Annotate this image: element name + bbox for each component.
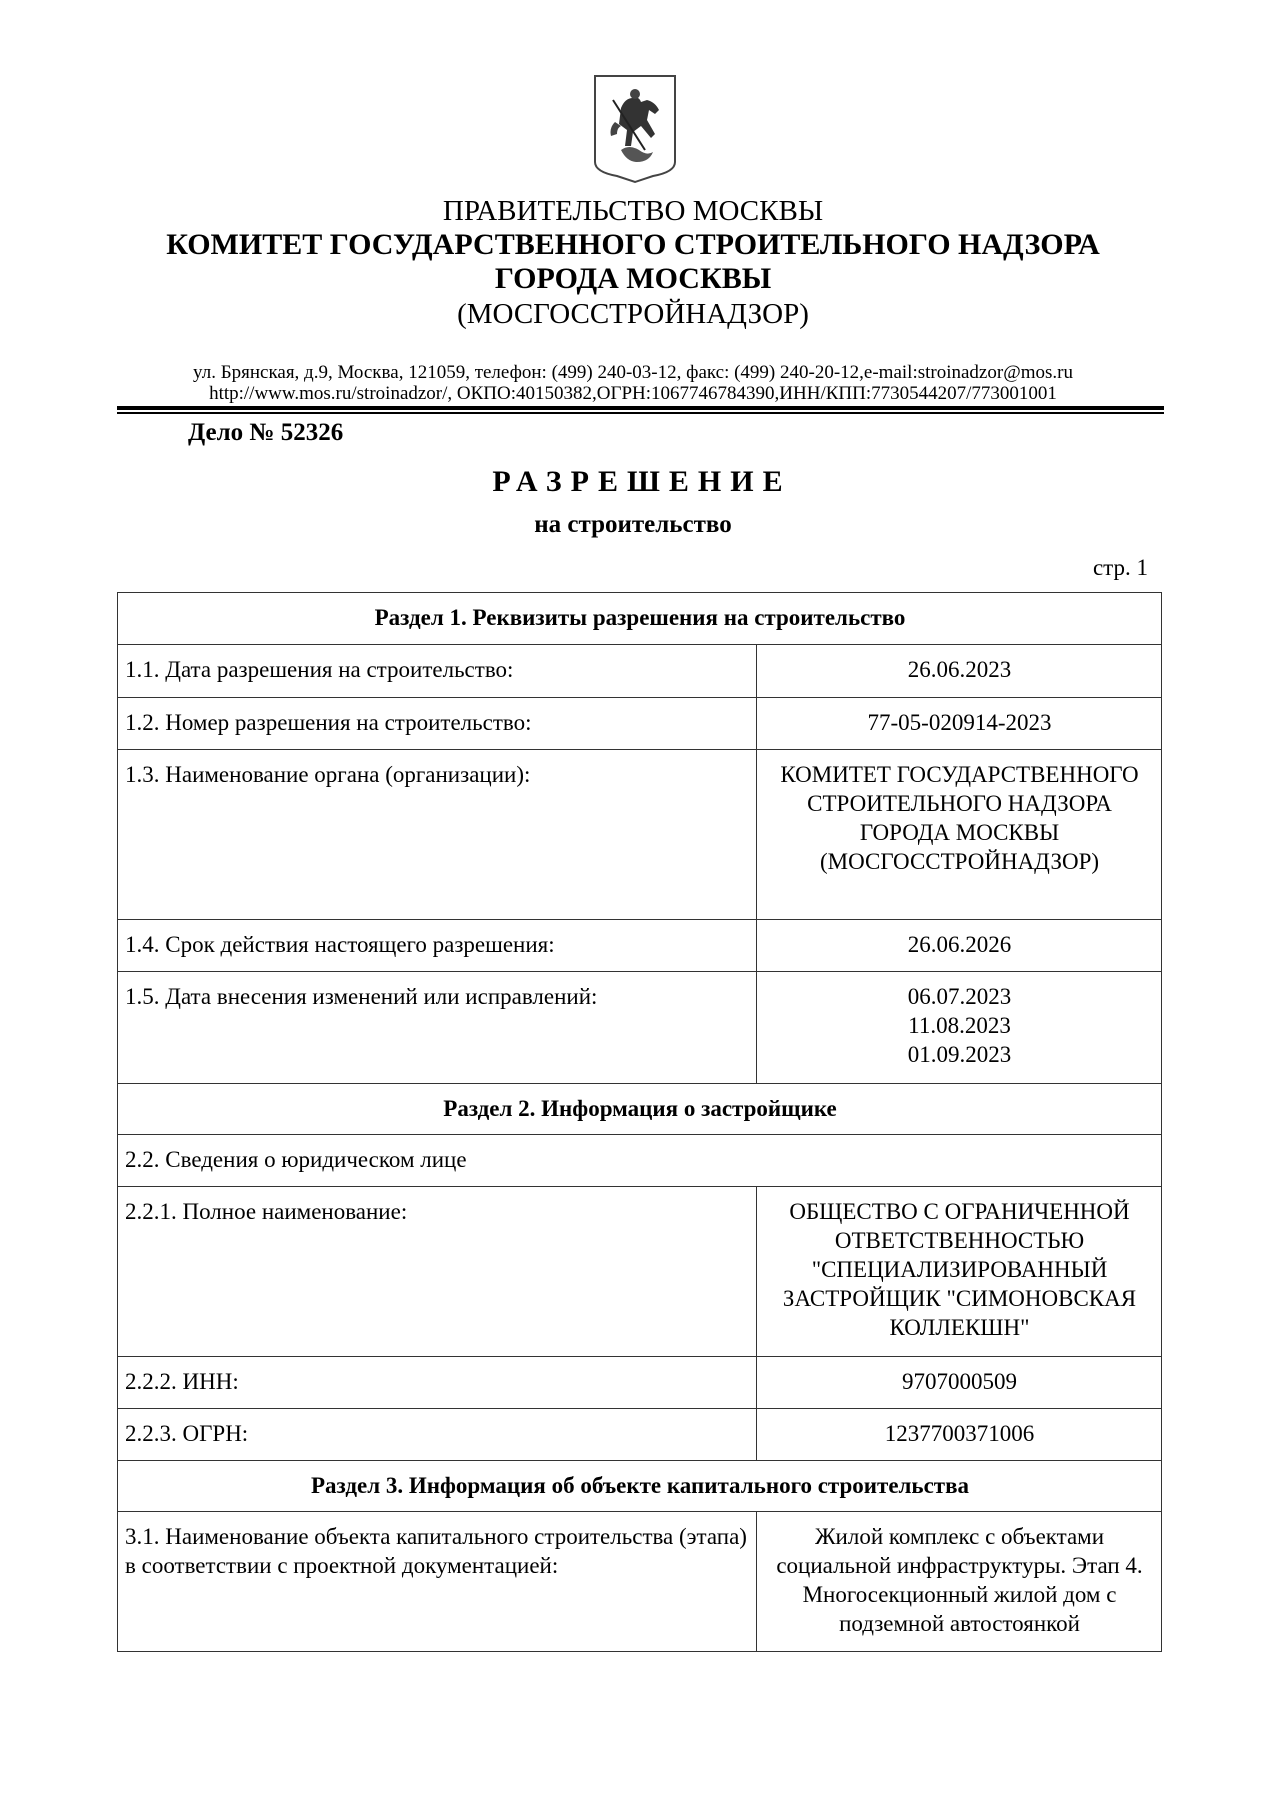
registry-line: http://www.mos.ru/stroinadzor/, ОКПО:40150382,ОГРН:1067746784390,ИНН/КПП:7730544207/773001001 [209, 383, 1057, 404]
row-label: 1.2. Номер разрешения на строительство: [118, 698, 757, 750]
developer-inn: 9707000509 [757, 1357, 1162, 1409]
government-name: ПРАВИТЕЛЬСТВО МОСКВЫ [442, 195, 824, 227]
moscow-coat-of-arms-icon [591, 72, 679, 184]
header-divider-thin [117, 412, 1164, 414]
table-row [118, 972, 1162, 1084]
section-header-row [118, 1461, 1162, 1512]
amendment-date: 01.09.2023 [907, 1042, 1012, 1067]
table-row [118, 1512, 1162, 1652]
committee-abbreviation: (МОСГОССТРОЙНАДЗОР) [457, 298, 809, 330]
row-label: 2.2.1. Полное наименование: [118, 1187, 757, 1357]
table-row [118, 750, 1162, 920]
legal-entity-subheading: 2.2. Сведения о юридическом лице [118, 1135, 1162, 1187]
table-row [118, 698, 1162, 750]
section-header-row [118, 1084, 1162, 1135]
section-1-title: Раздел 1. Реквизиты разрешения на строительство [118, 593, 1162, 645]
amendment-date: 06.07.2023 [907, 984, 1012, 1009]
permit-date: 26.06.2023 [757, 645, 1162, 698]
table-row [118, 920, 1162, 972]
developer-full-name: ОБЩЕСТВО С ОГРАНИЧЕННОЙ ОТВЕТСТВЕННОСТЬЮ "СПЕЦИАЛИЗИРОВАННЫЙ ЗАСТРОЙЩИК "СИМОНОВСКАЯ КОЛЛЕКШН" [757, 1187, 1162, 1357]
document-subtitle: на строительство [534, 511, 732, 538]
construction-object-name: Жилой комплекс с объектами социальной инфраструктуры. Этап 4. Многосекционный жилой дом с подземной автостоянкой [757, 1512, 1162, 1652]
section-2-title: Раздел 2. Информация о застройщике [118, 1084, 1162, 1135]
case-number: Дело № 52326 [188, 419, 344, 446]
validity-date: 26.06.2026 [757, 920, 1162, 972]
section-header-row [118, 593, 1162, 645]
header-divider [117, 406, 1164, 410]
committee-city: ГОРОДА МОСКВЫ [494, 262, 772, 295]
table-row [118, 645, 1162, 698]
address-line: ул. Брянская, д.9, Москва, 121059, телефон: (499) 240-03-12, факс: (499) 240-20-12,e-mail:stroinadzor@mos.ru [193, 362, 1073, 383]
section-3-title: Раздел 3. Информация об объекте капитального строительства [118, 1461, 1162, 1512]
table-row [118, 1135, 1162, 1187]
permit-number: 77-05-020914-2023 [757, 698, 1162, 750]
row-label: 1.3. Наименование органа (организации): [118, 750, 757, 920]
developer-ogrn: 1237700371006 [757, 1409, 1162, 1461]
row-label: 2.2.3. ОГРН: [118, 1409, 757, 1461]
amendment-date: 11.08.2023 [908, 1013, 1011, 1038]
row-label: 3.1. Наименование объекта капитального строительства (этапа) в соответствии с проектной документацией: [118, 1512, 757, 1652]
table-row [118, 1187, 1162, 1357]
row-label: 1.5. Дата внесения изменений или исправлений: [118, 972, 757, 1084]
issuing-authority: КОМИТЕТ ГОСУДАРСТВЕННОГО СТРОИТЕЛЬНОГО НАДЗОРА ГОРОДА МОСКВЫ (МОСГОССТРОЙНАДЗОР) [757, 750, 1162, 920]
permit-table [117, 592, 1162, 1652]
document-title: РАЗРЕШЕНИЕ [492, 465, 792, 498]
amendment-dates [757, 972, 1162, 1084]
row-label: 2.2.2. ИНН: [118, 1357, 757, 1409]
table-row [118, 1357, 1162, 1409]
committee-name: КОМИТЕТ ГОСУДАРСТВЕННОГО СТРОИТЕЛЬНОГО НАДЗОРА [166, 228, 1100, 261]
page-number: стр. 1 [1092, 555, 1148, 580]
table-row [118, 1409, 1162, 1461]
row-label: 1.1. Дата разрешения на строительство: [118, 645, 757, 698]
row-label: 1.4. Срок действия настоящего разрешения: [118, 920, 757, 972]
